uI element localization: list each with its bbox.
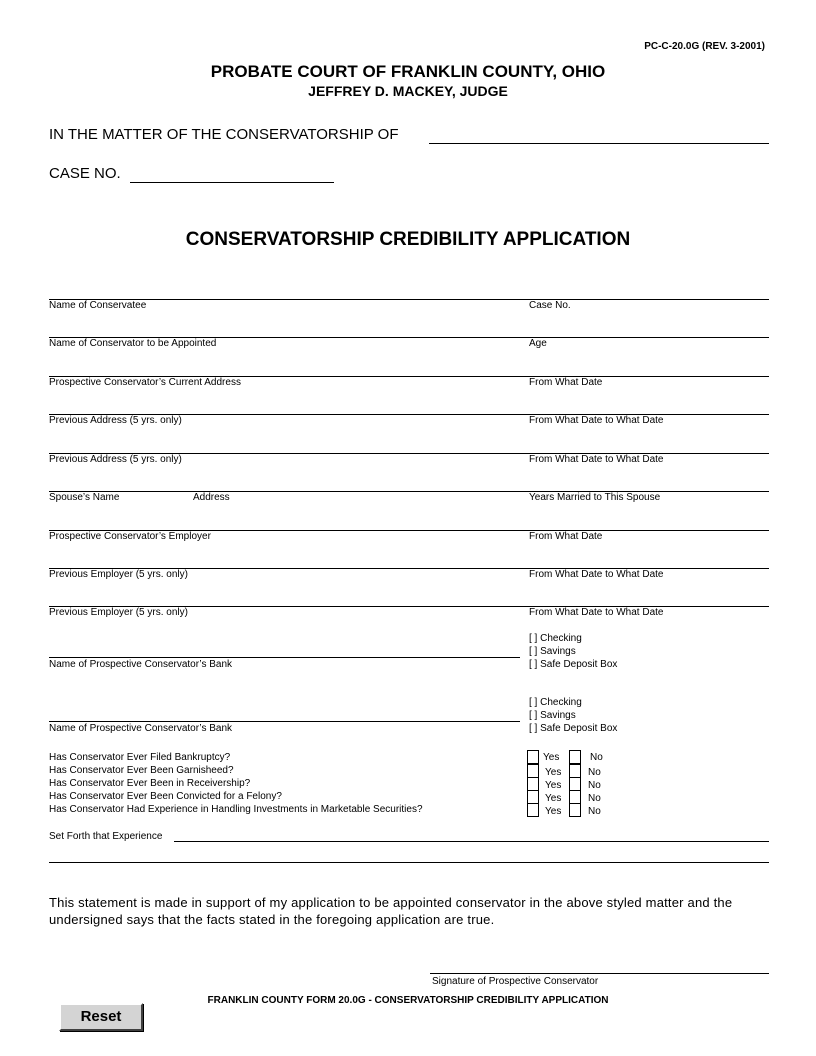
field-label: From What Date to What Date xyxy=(529,607,664,618)
bank-option-safe-deposit[interactable]: [ ] Safe Deposit Box xyxy=(529,723,618,734)
field-label: Age xyxy=(529,338,547,349)
field-label: Name of Conservatee xyxy=(49,300,147,311)
yes-label: Yes xyxy=(545,806,562,817)
signature-input[interactable] xyxy=(430,973,769,974)
experience-input-1[interactable] xyxy=(174,841,769,842)
bank-option-safe-deposit[interactable]: [ ] Safe Deposit Box xyxy=(529,659,618,670)
field-label: Years Married to This Spouse xyxy=(529,492,661,503)
bank-option-savings[interactable]: [ ] Savings xyxy=(529,646,576,657)
field-label: Previous Address (5 yrs. only) xyxy=(49,415,182,426)
question-label: Has Conservator Ever Been Convicted for a Felony? xyxy=(49,791,282,802)
yes-checkbox[interactable] xyxy=(527,750,539,764)
field-label: Previous Employer (5 yrs. only) xyxy=(49,607,188,618)
field-label: From What Date xyxy=(529,531,603,542)
field-label: Address xyxy=(193,492,230,503)
reset-button[interactable]: Reset xyxy=(59,1003,143,1031)
no-label: No xyxy=(588,806,601,817)
no-checkbox[interactable] xyxy=(569,790,581,804)
bank-label: Name of Prospective Conservator’s Bank xyxy=(49,723,233,734)
bank-label: Name of Prospective Conservator’s Bank xyxy=(49,659,233,670)
yes-checkbox[interactable] xyxy=(527,790,539,804)
yes-label: Yes xyxy=(545,780,562,791)
judge-name: JEFFREY D. MACKEY, JUDGE xyxy=(308,83,508,99)
footer-text: FRANKLIN COUNTY FORM 20.0G - CONSERVATORSHIP CREDIBILITY APPLICATION xyxy=(207,995,609,1006)
no-checkbox[interactable] xyxy=(569,764,581,778)
field-label: Spouse’s Name xyxy=(49,492,120,503)
yes-label: Yes xyxy=(545,793,562,804)
signature-label: Signature of Prospective Conservator xyxy=(432,976,599,987)
no-checkbox[interactable] xyxy=(569,777,581,791)
field-label: From What Date to What Date xyxy=(529,569,664,580)
field-input-spouse[interactable] xyxy=(49,491,769,492)
field-label: Prospective Conservator’s Current Address xyxy=(49,377,241,388)
matter-label: IN THE MATTER OF THE CONSERVATORSHIP OF xyxy=(49,126,399,143)
court-name: PROBATE COURT OF FRANKLIN COUNTY, OHIO xyxy=(210,62,606,81)
question-label: Has Conservator Ever Been Garnisheed? xyxy=(49,765,234,776)
conservatorship-of-input[interactable] xyxy=(429,143,769,144)
field-label: Previous Employer (5 yrs. only) xyxy=(49,569,188,580)
field-label: Prospective Conservator’s Employer xyxy=(49,531,211,542)
yes-checkbox[interactable] xyxy=(527,777,539,791)
no-label: No xyxy=(588,767,601,778)
no-checkbox[interactable] xyxy=(569,803,581,817)
question-label: Has Conservator Had Experience in Handling Investments in Marketable Securities? xyxy=(49,804,423,815)
form-id: PC-C-20.0G (REV. 3-2001) xyxy=(644,41,765,52)
experience-input-2[interactable] xyxy=(49,862,769,863)
form-title: CONSERVATORSHIP CREDIBILITY APPLICATION xyxy=(185,229,631,250)
bank-option-checking[interactable]: [ ] Checking xyxy=(529,697,582,708)
bank-input-1[interactable] xyxy=(49,657,520,658)
case-no-label: CASE NO. xyxy=(49,165,121,182)
field-label: From What Date to What Date xyxy=(529,415,664,426)
field-input-conservatee[interactable] xyxy=(49,299,769,300)
no-label: No xyxy=(588,780,601,791)
field-label: Previous Address (5 yrs. only) xyxy=(49,454,182,465)
field-label: From What Date to What Date xyxy=(529,454,664,465)
question-label: Has Conservator Ever Been in Receivership? xyxy=(49,778,251,789)
question-label: Has Conservator Ever Filed Bankruptcy? xyxy=(49,752,231,763)
case-no-input[interactable] xyxy=(130,182,334,183)
no-label: No xyxy=(590,752,603,763)
field-label: Case No. xyxy=(529,300,571,311)
bank-input-2[interactable] xyxy=(49,721,520,722)
bank-option-checking[interactable]: [ ] Checking xyxy=(529,633,582,644)
yes-checkbox[interactable] xyxy=(527,803,539,817)
yes-label: Yes xyxy=(543,752,560,763)
bank-option-savings[interactable]: [ ] Savings xyxy=(529,710,576,721)
experience-label: Set Forth that Experience xyxy=(49,831,163,842)
no-label: No xyxy=(588,793,601,804)
field-label: Name of Conservator to be Appointed xyxy=(49,338,217,349)
no-checkbox[interactable] xyxy=(569,750,581,764)
field-label: From What Date xyxy=(529,377,603,388)
yes-checkbox[interactable] xyxy=(527,764,539,778)
statement-text: This statement is made in support of my application to be appointed conservator in the above styled matter and the undersigned says that the facts stated in the foregoing application are true. xyxy=(49,895,733,927)
yes-label: Yes xyxy=(545,767,562,778)
